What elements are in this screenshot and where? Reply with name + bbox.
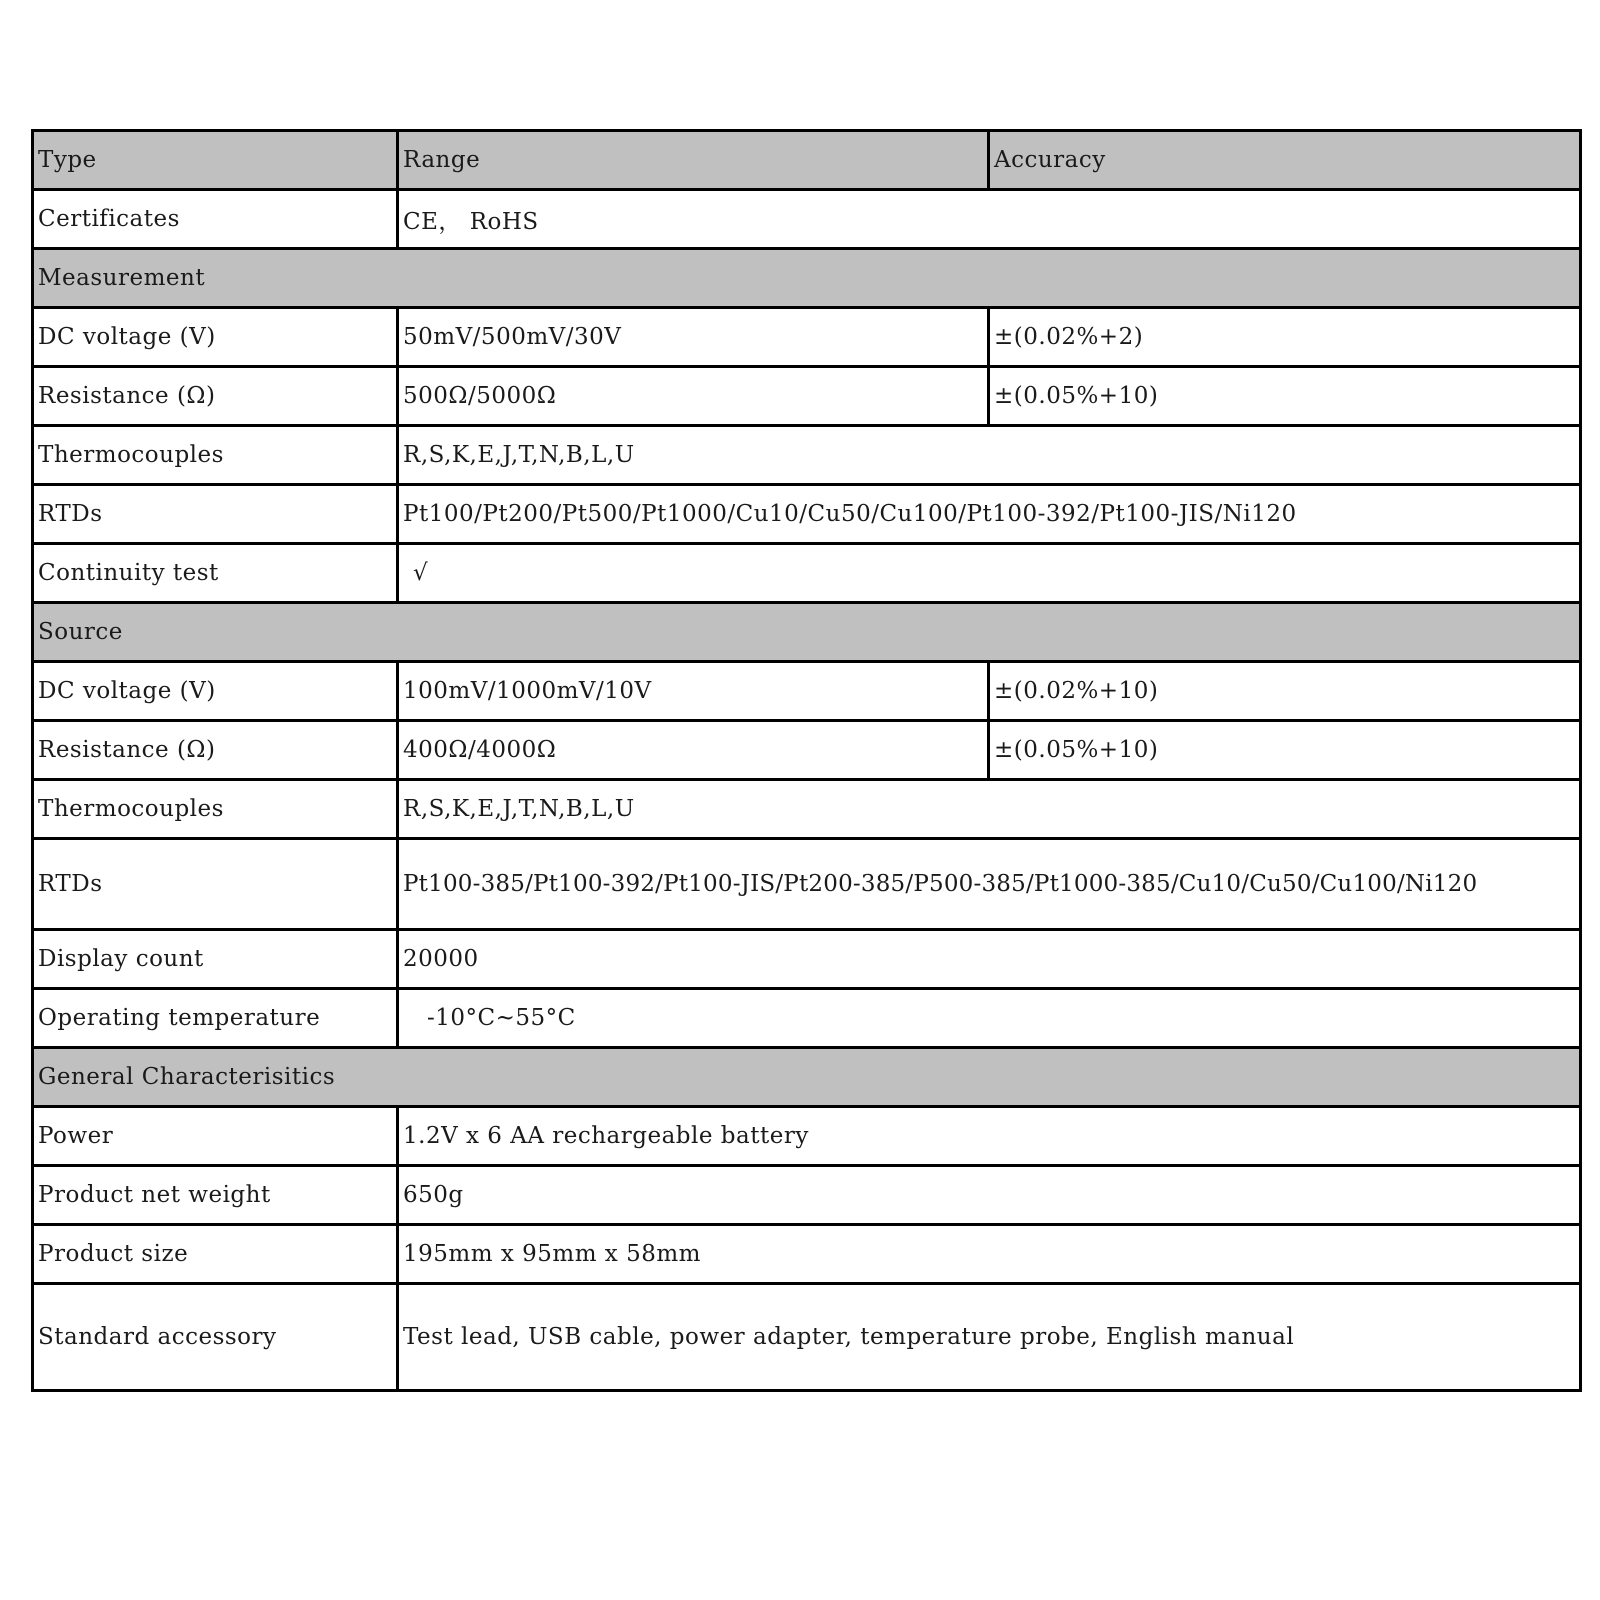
table-row (33, 308, 1581, 367)
table-row (33, 1284, 1581, 1391)
table-row (33, 930, 1581, 989)
row-label: Product net weight (33, 1166, 398, 1225)
row-value: 20000 (398, 930, 1581, 989)
header-row (33, 131, 1581, 190)
row-label: RTDs (33, 485, 398, 544)
row-value: R,S,K,E,J,T,N,B,L,U (398, 780, 1581, 839)
row-label: Product size (33, 1225, 398, 1284)
table-row (33, 989, 1581, 1048)
row-accuracy: ±(0.02%+2) (989, 308, 1581, 367)
row-label: DC voltage (V) (33, 662, 398, 721)
row-value: 1.2V x 6 AA rechargeable battery (398, 1107, 1581, 1166)
row-value: R,S,K,E,J,T,N,B,L,U (398, 426, 1581, 485)
header-type: Type (33, 131, 398, 190)
header-range: Range (398, 131, 989, 190)
row-value: 650g (398, 1166, 1581, 1225)
table-row (33, 544, 1581, 603)
section-title-source: Source (33, 603, 1581, 662)
row-label: Thermocouples (33, 780, 398, 839)
row-value: -10°C~55°C (398, 989, 1581, 1048)
table-row (33, 1107, 1581, 1166)
table-row (33, 485, 1581, 544)
row-value: 195mm x 95mm x 58mm (398, 1225, 1581, 1284)
row-range: 100mV/1000mV/10V (398, 662, 989, 721)
header-accuracy: Accuracy (989, 131, 1581, 190)
row-value: Test lead, USB cable, power adapter, temperature probe, English manual (398, 1284, 1581, 1391)
row-range: 500Ω/5000Ω (398, 367, 989, 426)
section-title-general: General Characterisitics (33, 1048, 1581, 1107)
certificates-label: Certificates (33, 190, 398, 249)
row-label: Resistance (Ω) (33, 367, 398, 426)
table-row (33, 1225, 1581, 1284)
section-title-measurement: Measurement (33, 249, 1581, 308)
table-row (33, 367, 1581, 426)
row-label: Thermocouples (33, 426, 398, 485)
checkmark-icon: √ (398, 544, 1581, 603)
row-value: Pt100-385/Pt100-392/Pt100-JIS/Pt200-385/P500-385/Pt1000-385/Cu10/Cu50/Cu100/Ni120 (398, 839, 1581, 930)
section-row-source (33, 603, 1581, 662)
row-label: Power (33, 1107, 398, 1166)
table-row (33, 190, 1581, 249)
row-label: Operating temperature (33, 989, 398, 1048)
certificates-value: CE， RoHS (398, 190, 1581, 249)
table-row (33, 1166, 1581, 1225)
row-accuracy: ±(0.02%+10) (989, 662, 1581, 721)
row-label: Continuity test (33, 544, 398, 603)
table-row (33, 780, 1581, 839)
row-range: 400Ω/4000Ω (398, 721, 989, 780)
row-accuracy: ±(0.05%+10) (989, 367, 1581, 426)
table-row (33, 426, 1581, 485)
table-row (33, 721, 1581, 780)
row-accuracy: ±(0.05%+10) (989, 721, 1581, 780)
section-row-measurement (33, 249, 1581, 308)
section-row-general (33, 1048, 1581, 1107)
row-label: RTDs (33, 839, 398, 930)
row-label: Standard accessory (33, 1284, 398, 1391)
row-label: DC voltage (V) (33, 308, 398, 367)
row-range: 50mV/500mV/30V (398, 308, 989, 367)
row-value: Pt100/Pt200/Pt500/Pt1000/Cu10/Cu50/Cu100/Pt100-392/Pt100-JIS/Ni120 (398, 485, 1581, 544)
table-row (33, 662, 1581, 721)
row-label: Display count (33, 930, 398, 989)
row-label: Resistance (Ω) (33, 721, 398, 780)
table-row (33, 839, 1581, 930)
spec-table (31, 129, 1582, 1392)
